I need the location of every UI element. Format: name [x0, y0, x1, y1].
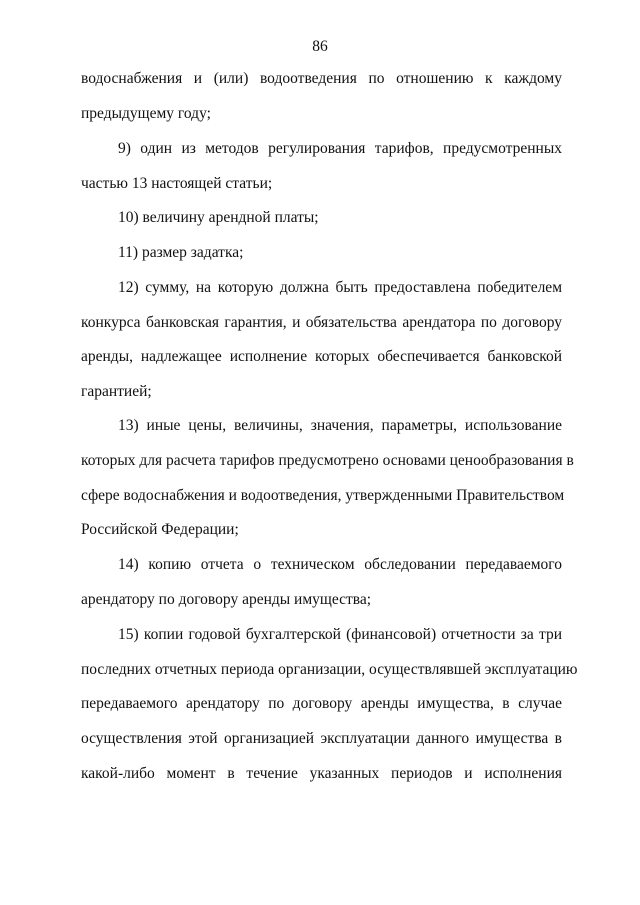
text-line: водоснабжения и (или) водоотведения по отношению к каждому [81, 70, 562, 87]
text-line: 11) размер задатка; [118, 244, 244, 261]
text-line: аренды, надлежащее исполнение которых обеспечивается банковской [81, 348, 562, 365]
text-line: арендатору по договору аренды имущества; [81, 591, 372, 608]
text-line: 10) величину арендной платы; [118, 209, 319, 226]
text-line: передаваемого арендатору по договору аренды имущества, в случае [81, 695, 562, 712]
text-line: конкурса банковская гарантия, и обязательства арендатора по договору [81, 314, 562, 331]
text-line: осуществления этой организацией эксплуатации данного имущества в [81, 730, 562, 747]
text-line: 15) копии годовой бухгалтерской (финансовой) отчетности за три [118, 626, 562, 643]
text-line: частью 13 настоящей статьи; [81, 175, 273, 192]
text-line: последних отчетных периода организации, осуществлявшей эксплуатацию [81, 661, 578, 678]
text-line: 14) копию отчета о техническом обследовании передаваемого [118, 556, 562, 573]
page-number: 86 [312, 38, 328, 55]
text-line: 12) сумму, на которую должна быть предоставлена победителем [118, 279, 562, 296]
text-line: какой-либо момент в течение указанных периодов и исполнения [81, 765, 562, 782]
text-line: Российской Федерации; [81, 521, 239, 538]
text-line: предыдущему году; [81, 105, 211, 122]
text-line: 9) один из методов регулирования тарифов, предусмотренных [118, 140, 562, 157]
text-line: сфере водоснабжения и водоотведения, утвержденными Правительством [81, 487, 565, 504]
text-line: 13) иные цены, величины, значения, параметры, использование [118, 417, 562, 434]
text-line: которых для расчета тарифов предусмотрено основами ценообразования в [81, 452, 574, 469]
text-line: гарантией; [81, 383, 152, 400]
